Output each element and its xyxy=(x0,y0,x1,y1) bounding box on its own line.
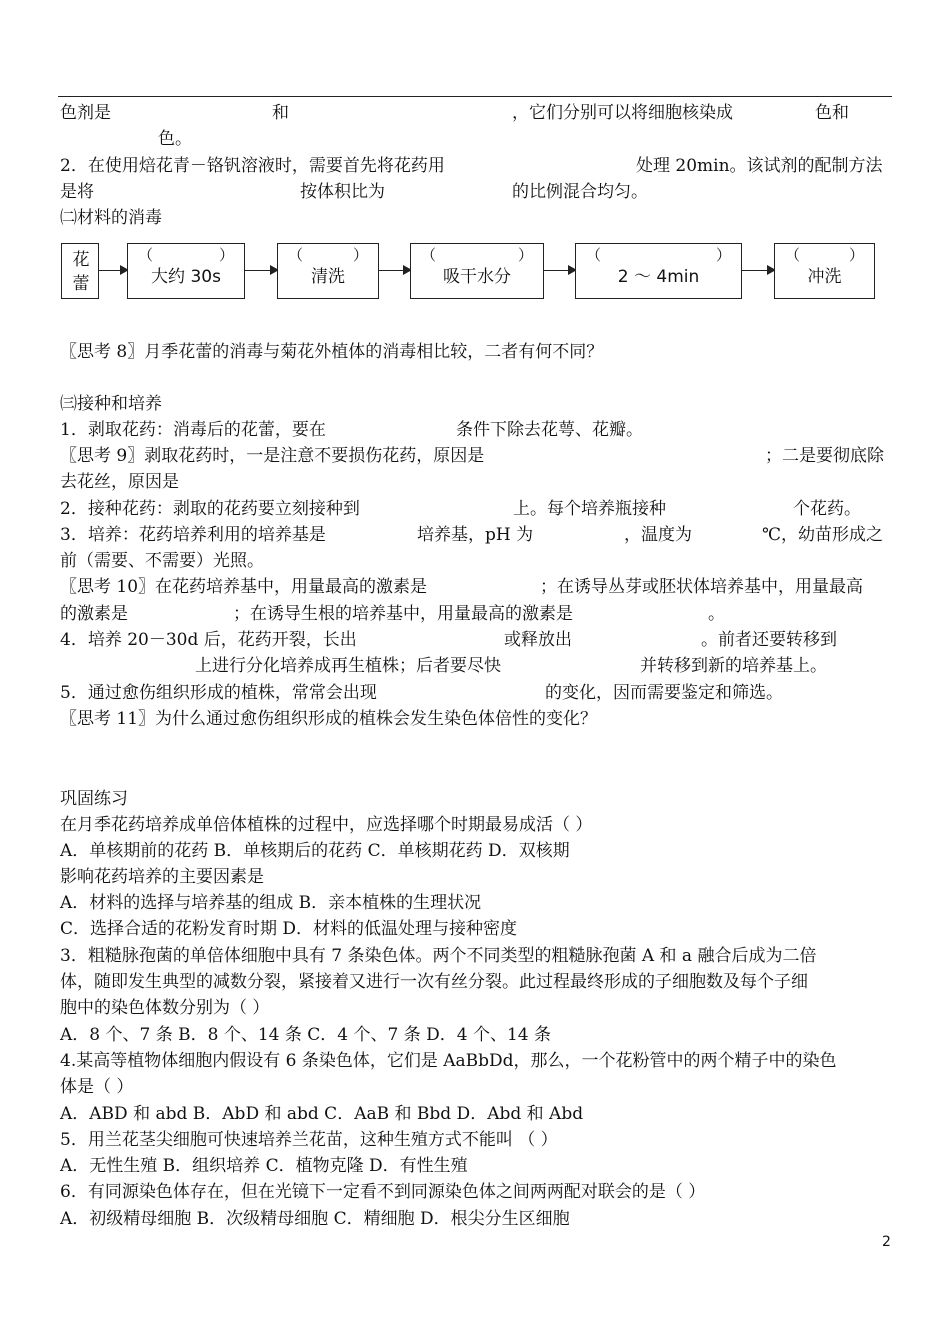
question: 4.某高等植物体细胞内假设有 6 条染色体，它们是 AaBbDd，那么，一个花粉管中的两个精子中的染色 xyxy=(60,1051,837,1071)
text-line: 个花药。 xyxy=(793,499,861,519)
think-question: 〖思考 10〗在花药培养基中，用量最高的激素是 xyxy=(60,577,428,597)
flow-arrow xyxy=(99,270,127,271)
answer-options: A．材料的选择与培养基的组成 B．亲本植株的生理状况 xyxy=(60,893,482,913)
text-line: 4．培养 20－30d 后，花药开裂，长出 xyxy=(60,630,357,650)
question: 5．用兰花茎尖细胞可快速培养兰花苗，这种生殖方式不能叫 （ ） xyxy=(60,1130,558,1150)
flow-step-label: 大约 30s xyxy=(151,267,221,287)
paren-close: ） xyxy=(715,246,731,264)
text-line: 前（需要、不需要）光照。 xyxy=(60,551,264,571)
paren-open: （ xyxy=(586,246,602,264)
text-line: ；在诱导丛芽或胚状体培养基中，用量最高 xyxy=(540,577,863,597)
text-line: 5．通过愈伤组织形成的植株，常常会出现 xyxy=(60,683,377,703)
flow-step-box xyxy=(774,243,875,299)
think-question: 〖思考 9〗剥取花药时，一是注意不要损伤花药，原因是 xyxy=(60,446,485,466)
flow-step-box xyxy=(410,243,544,299)
paren-close: ） xyxy=(517,246,533,264)
text-line: ；在诱导生根的培养基中，用量最高的激素是 xyxy=(233,604,573,624)
question: 6．有同源染色体存在，但在光镜下一定看不到同源染色体之间两两配对联会的是（ ） xyxy=(60,1182,706,1202)
text-line: 3．培养：花药培养利用的培养基是 xyxy=(60,525,326,545)
question: 体是（ ） xyxy=(60,1077,134,1097)
page-number: 2 xyxy=(882,1234,891,1250)
flow-step-label: 冲洗 xyxy=(807,267,842,287)
question: 影响花药培养的主要因素是 xyxy=(60,867,264,887)
flow-arrow xyxy=(742,270,774,271)
think-question: 〖思考 8〗月季花蕾的消毒与菊花外植体的消毒相比较，二者有何不同？ xyxy=(60,342,604,362)
text-line: 处理 20min。该试剂的配制方法 xyxy=(636,156,883,176)
flow-step-label: 吸干水分 xyxy=(443,267,511,287)
text-line: 。前者还要转移到 xyxy=(701,630,837,650)
flow-start-label: 花蕾 xyxy=(72,250,90,294)
text-line: 并转移到新的培养基上。 xyxy=(640,656,827,676)
text-line: 去花丝，原因是 xyxy=(60,472,179,492)
flow-start-box xyxy=(61,243,99,299)
paren-close: ） xyxy=(352,246,368,264)
text-line: 是将 xyxy=(60,182,94,202)
answer-options: A．初级精母细胞 B．次级精母细胞 C．精细胞 D．根尖分生区细胞 xyxy=(60,1209,570,1229)
question: 3．粗糙脉孢菌的单倍体细胞中具有 7 条染色体。两个不同类型的粗糙脉孢菌 A 和 a 融合后成为二倍 xyxy=(60,946,817,966)
flow-step-label: 2 ～ 4min xyxy=(617,267,700,287)
section-heading: ㈡材料的消毒 xyxy=(60,208,162,228)
text-line: ，温度为 xyxy=(624,525,692,545)
text-line: ；二是要彻底除 xyxy=(765,446,884,466)
text-line: 的变化，因而需要鉴定和筛选。 xyxy=(545,683,783,703)
flow-step-box xyxy=(575,243,742,299)
paren-open: （ xyxy=(138,246,154,264)
flow-step-box xyxy=(277,243,379,299)
paren-open: （ xyxy=(288,246,304,264)
answer-options: A．单核期前的花药 B．单核期后的花药 C．单核期花药 D．双核期 xyxy=(60,841,570,861)
answer-options: A．ABD 和 abd B．AbD 和 abd C．AaB 和 Bbd D．Abd 和 Abd xyxy=(60,1104,584,1124)
flow-arrow xyxy=(544,270,575,271)
text-line: 按体积比为 xyxy=(300,182,385,202)
section-heading: ㈢接种和培养 xyxy=(60,394,162,414)
text-line: 2．在使用焙花青－铬钒溶液时，需要首先将花药用 xyxy=(60,156,445,176)
text-line: 色。 xyxy=(158,129,192,149)
text-line: 或释放出 xyxy=(504,630,572,650)
flow-step-label: 清洗 xyxy=(311,267,345,287)
text-line: ℃，幼苗形成之 xyxy=(762,525,884,545)
text-line: 的比例混合均匀。 xyxy=(512,182,648,202)
text-line: 条件下除去花萼、花瓣。 xyxy=(456,420,643,440)
text-line: 。 xyxy=(708,604,725,624)
text-line: 培养基，pH 为 xyxy=(417,525,534,545)
text-line: ，它们分别可以将细胞核染成 xyxy=(512,103,733,123)
answer-options: A．无性生殖 B．组织培养 C．植物克隆 D．有性生殖 xyxy=(60,1156,468,1176)
flow-arrow xyxy=(379,270,410,271)
paren-close: ） xyxy=(218,246,234,264)
answer-options: A．8 个、7 条 B．8 个、14 条 C．4 个、7 条 D．4 个、14 条 xyxy=(60,1025,552,1045)
think-question: 〖思考 11〗为什么通过愈伤组织形成的植株会发生染色体倍性的变化？ xyxy=(60,709,598,729)
paren-open: （ xyxy=(421,246,437,264)
text-line: 色剂是 xyxy=(60,103,111,123)
text-line: 2．接种花药：剥取的花药要立刻接种到 xyxy=(60,499,360,519)
text-line: 1．剥取花药：消毒后的花蕾，要在 xyxy=(60,420,326,440)
question: 体，随即发生典型的减数分裂，紧接着又进行一次有丝分裂。此过程最终形成的子细胞数及每个子细 xyxy=(60,972,808,992)
answer-options: C．选择合适的花粉发育时期 D．材料的低温处理与接种密度 xyxy=(60,919,518,939)
section-heading: 巩固练习 xyxy=(60,789,128,809)
paren-close: ） xyxy=(848,246,864,264)
text-line: 上进行分化培养成再生植株；后者要尽快 xyxy=(195,656,501,676)
text-line: 色和 xyxy=(815,103,849,123)
text-line: 上。每个培养瓶接种 xyxy=(513,499,666,519)
flow-step-box xyxy=(127,243,245,299)
header-rule xyxy=(58,96,892,97)
question: 在月季花药培养成单倍体植株的过程中，应选择哪个时期最易成活（ ） xyxy=(60,815,593,835)
text-line: 和 xyxy=(272,103,289,123)
flow-arrow xyxy=(245,270,277,271)
text-line: 的激素是 xyxy=(60,604,128,624)
paren-open: （ xyxy=(785,246,801,264)
question: 胞中的染色体数分别为（ ） xyxy=(60,998,270,1018)
